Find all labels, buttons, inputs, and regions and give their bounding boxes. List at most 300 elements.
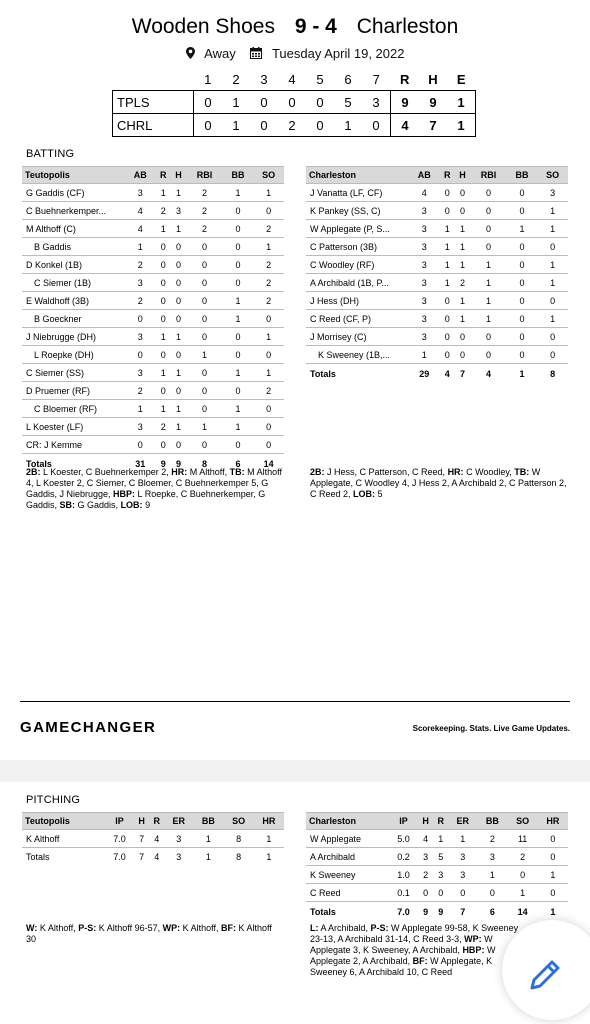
inning-runs: 1 <box>222 91 250 114</box>
stat-value: 0 <box>156 436 171 454</box>
stat-value: 7 <box>134 848 149 866</box>
stat-value: 3 <box>164 830 193 848</box>
stat-value: 0 <box>156 238 171 256</box>
pencil-icon <box>528 958 562 992</box>
stat-value: 0 <box>171 274 186 292</box>
stat-value: 1 <box>253 238 284 256</box>
inning-header: 6 <box>344 71 352 87</box>
stat-value: 3 <box>164 848 193 866</box>
player-row <box>22 238 284 256</box>
stat-value: 0 <box>253 346 284 364</box>
total-value: 9 <box>418 902 433 922</box>
note-key: BF: <box>412 956 428 966</box>
stat-value: 1 <box>223 310 254 328</box>
total-value: 1 <box>538 902 568 922</box>
stat-column-header: SO <box>508 813 538 830</box>
stat-value: 0 <box>171 256 186 274</box>
inning-runs: 0 <box>306 91 334 114</box>
stat-value: 0 <box>507 202 538 220</box>
stat-value: 2 <box>156 202 171 220</box>
stat-value: 2 <box>125 256 156 274</box>
stat-value: 2 <box>253 292 284 310</box>
stat-value: 0 <box>537 328 568 346</box>
player-name: G Gaddis (CF) <box>22 184 125 202</box>
hits-header: H <box>428 71 438 87</box>
player-row <box>22 418 284 436</box>
stat-value: 1 <box>171 220 186 238</box>
stat-value: 1 <box>448 830 477 848</box>
player-name: C Bloemer (RF) <box>22 400 125 418</box>
stat-value: 0 <box>223 328 254 346</box>
total-hits: 9 <box>419 91 447 114</box>
note-key: SB: <box>59 500 76 510</box>
stat-value: 1 <box>470 274 507 292</box>
stat-value: 1 <box>537 274 568 292</box>
team-name-header: Charleston <box>306 167 409 184</box>
away-batting-table <box>22 166 284 473</box>
batting-section-label: BATTING <box>26 148 75 160</box>
stat-value: 0 <box>223 220 254 238</box>
player-name: J Niebrugge (DH) <box>22 328 125 346</box>
calendar-icon <box>250 46 266 61</box>
inning-runs: 0 <box>306 114 334 137</box>
pitching-section-label: PITCHING <box>26 794 81 806</box>
stat-value: 0 <box>171 346 186 364</box>
game-date: Tuesday April 19, 2022 <box>271 46 405 61</box>
note-key: LOB: <box>353 489 376 499</box>
total-value: 4 <box>440 364 455 384</box>
total-value: 6 <box>223 454 254 474</box>
stat-value: 0 <box>223 274 254 292</box>
stat-value: 1 <box>223 418 254 436</box>
stat-value: 0 <box>186 400 223 418</box>
player-name: D Konkel (1B) <box>22 256 125 274</box>
note-value: J Hess, C Patterson, C Reed, <box>324 467 448 477</box>
player-row <box>306 830 568 848</box>
player-name: K Pankey (SS, C) <box>306 202 409 220</box>
total-value: 7.0 <box>389 902 418 922</box>
stat-value: 0 <box>507 274 538 292</box>
stat-value: 0.1 <box>389 884 418 902</box>
away-team-name: Wooden Shoes <box>131 15 275 38</box>
stat-value: 3 <box>409 310 440 328</box>
total-value: 14 <box>253 454 284 474</box>
home-pitching-table <box>306 812 568 921</box>
stat-value: 0 <box>455 346 470 364</box>
player-name: B Gaddis <box>22 238 125 256</box>
stat-value: 0 <box>186 292 223 310</box>
stat-value: 0 <box>156 310 171 328</box>
stat-value: 1 <box>253 328 284 346</box>
stat-value: 3 <box>418 848 433 866</box>
line-score-table <box>112 68 476 137</box>
stat-value: 0 <box>223 256 254 274</box>
stat-value: 0 <box>418 884 433 902</box>
player-row <box>306 256 568 274</box>
stat-value: 5.0 <box>389 830 418 848</box>
player-name: CR: J Kemme <box>22 436 125 454</box>
stat-column-header: AB <box>409 167 440 184</box>
errors-header: E <box>456 71 466 87</box>
stat-value: 3 <box>409 238 440 256</box>
stat-value: 4 <box>418 830 433 848</box>
line-score-row <box>113 114 476 137</box>
stat-value: 0 <box>186 274 223 292</box>
note-key: HR: <box>447 467 464 477</box>
stat-value: 1 <box>186 346 223 364</box>
stat-value: 0 <box>171 382 186 400</box>
stat-column-header: IP <box>389 813 418 830</box>
stat-value: 0.2 <box>389 848 418 866</box>
stat-value: 1 <box>455 220 470 238</box>
stat-column-header: H <box>455 167 470 184</box>
player-name: C Siemer (1B) <box>22 274 125 292</box>
player-row <box>306 274 568 292</box>
stat-column-header: R <box>149 813 164 830</box>
player-name: C Woodley (RF) <box>306 256 409 274</box>
total-value: 9 <box>171 454 186 474</box>
note-value: K Althoff, <box>37 923 79 933</box>
stat-value: 4 <box>125 220 156 238</box>
totals-row <box>306 364 568 384</box>
player-name: E Waldhoff (3B) <box>22 292 125 310</box>
note-value: M Althoff 4, L Koester 2, C Siemer, C Bloemer, C Buehnerkemper 5, G Gaddis, J Niebrugge, <box>26 467 282 499</box>
total-value: 9 <box>156 454 171 474</box>
stat-value: 1 <box>477 866 507 884</box>
stat-value: 8 <box>224 848 254 866</box>
inning-header: 7 <box>372 71 380 87</box>
note-value: 5 <box>375 489 383 499</box>
stat-value: 1 <box>193 848 223 866</box>
stat-column-header: BB <box>223 167 254 184</box>
player-name: W Applegate <box>306 830 389 848</box>
stat-value: 2 <box>186 184 223 202</box>
gamechanger-logo: GAMECHANGER <box>20 719 157 736</box>
stat-value: 0 <box>156 346 171 364</box>
stat-value: 0 <box>470 220 507 238</box>
stat-value: 2 <box>186 220 223 238</box>
player-name: J Morrisey (C) <box>306 328 409 346</box>
stat-value: 0 <box>507 256 538 274</box>
stat-value: 0 <box>508 866 538 884</box>
home-batting-table <box>306 166 568 383</box>
home-batting-notes <box>310 467 568 500</box>
player-name: K Sweeney <box>306 866 389 884</box>
player-row <box>306 866 568 884</box>
stat-value: 7.0 <box>105 848 134 866</box>
stat-column-header: BB <box>477 813 507 830</box>
player-row <box>306 184 568 202</box>
stat-value: 0 <box>156 256 171 274</box>
stat-value: 4 <box>149 830 164 848</box>
location-label: Away <box>204 46 236 61</box>
note-key: HR: <box>171 467 188 477</box>
table-header-row <box>306 167 568 184</box>
stat-value: 4 <box>409 184 440 202</box>
stat-value: 1 <box>253 184 284 202</box>
stat-value: 0 <box>538 848 568 866</box>
note-value: G Gaddis, <box>75 500 121 510</box>
stat-value: 0 <box>253 418 284 436</box>
player-name: C Buehnerkemper... <box>22 202 125 220</box>
stat-value: 1 <box>537 220 568 238</box>
team-name-header: Charleston <box>306 813 389 830</box>
stat-value: 1 <box>156 328 171 346</box>
stat-value: 0 <box>253 436 284 454</box>
stat-value: 1 <box>171 184 186 202</box>
note-key: P-S: <box>370 923 389 933</box>
stat-value: 0 <box>537 346 568 364</box>
player-name: L Roepke (DH) <box>22 346 125 364</box>
player-row <box>22 436 284 454</box>
stat-column-header: BB <box>193 813 223 830</box>
stat-value: 1 <box>440 274 455 292</box>
total-runs: 4 <box>391 114 420 137</box>
stat-value: 1 <box>537 310 568 328</box>
inning-runs: 1 <box>222 114 250 137</box>
player-row <box>306 220 568 238</box>
stat-value: 7 <box>134 830 149 848</box>
stat-value: 0 <box>125 310 156 328</box>
stat-value: 7.0 <box>105 830 134 848</box>
player-row <box>22 292 284 310</box>
stat-value: 2 <box>418 866 433 884</box>
stat-value: 0 <box>507 184 538 202</box>
stat-value: 3 <box>537 184 568 202</box>
player-row <box>306 310 568 328</box>
stat-value: 3 <box>171 202 186 220</box>
stat-value: 3 <box>409 274 440 292</box>
line-score-row <box>113 91 476 114</box>
stat-value: 0 <box>171 238 186 256</box>
team-abbr: TPLS <box>113 91 194 114</box>
stat-value: 1 <box>440 256 455 274</box>
stat-value: 1 <box>409 346 440 364</box>
total-value: 8 <box>186 454 223 474</box>
inning-header: 2 <box>232 71 240 87</box>
note-value: L Roepke, C Buehnerkemper, G Gaddis, <box>26 489 266 510</box>
stat-value: 1 <box>254 830 284 848</box>
player-row <box>22 848 284 866</box>
stat-value: 1 <box>470 310 507 328</box>
stat-value: 4 <box>149 848 164 866</box>
stat-value: 2 <box>253 256 284 274</box>
stat-value: 0 <box>470 346 507 364</box>
player-name: W Applegate (P, S... <box>306 220 409 238</box>
inning-runs: 3 <box>362 91 391 114</box>
note-key: W: <box>26 923 38 933</box>
total-value: 7 <box>455 364 470 384</box>
home-pitching-notes <box>310 923 520 978</box>
player-row <box>22 220 284 238</box>
stat-value: 0 <box>470 328 507 346</box>
player-row <box>306 238 568 256</box>
player-row <box>22 184 284 202</box>
inning-runs: 0 <box>362 114 391 137</box>
stat-value: 0 <box>186 382 223 400</box>
inning-header: 3 <box>260 71 268 87</box>
player-name: K Althoff <box>22 830 105 848</box>
stat-value: 0 <box>538 884 568 902</box>
stat-column-header: IP <box>105 813 134 830</box>
player-name: C Reed (CF, P) <box>306 310 409 328</box>
totals-row <box>306 902 568 922</box>
stat-value: 1 <box>537 202 568 220</box>
note-key: BF: <box>220 923 236 933</box>
team-name-header: Teutopolis <box>22 813 105 830</box>
stat-value: 0 <box>537 292 568 310</box>
stat-value: 0 <box>470 238 507 256</box>
total-value: 8 <box>537 364 568 384</box>
stat-value: 3 <box>125 328 156 346</box>
stat-value: 1 <box>125 238 156 256</box>
stat-value: 0 <box>186 256 223 274</box>
total-value: 1 <box>507 364 538 384</box>
note-value: K Althoff 96-57, <box>96 923 163 933</box>
stat-value: 5 <box>433 848 448 866</box>
stat-value: 1 <box>223 400 254 418</box>
stat-value: 0 <box>223 436 254 454</box>
stat-value: 0 <box>223 382 254 400</box>
stat-value: 1 <box>508 884 538 902</box>
stat-value: 3 <box>125 184 156 202</box>
total-value: 4 <box>470 364 507 384</box>
stat-value: 1 <box>171 328 186 346</box>
stat-value: 0 <box>156 382 171 400</box>
player-row <box>306 848 568 866</box>
note-value: 9 <box>142 500 151 510</box>
total-errors: 1 <box>447 114 476 137</box>
stat-value: 1 <box>537 256 568 274</box>
game-info <box>0 46 590 61</box>
note-key: L: <box>310 923 319 933</box>
stat-value: 0 <box>125 346 156 364</box>
stat-column-header: H <box>171 167 186 184</box>
stat-value: 0 <box>440 328 455 346</box>
player-name: D Pruemer (RF) <box>22 382 125 400</box>
stat-value: 1 <box>193 830 223 848</box>
stat-value: 0 <box>253 400 284 418</box>
player-row <box>22 256 284 274</box>
stat-value: 0 <box>440 292 455 310</box>
player-row <box>306 292 568 310</box>
stat-value: 0 <box>440 310 455 328</box>
player-row <box>22 364 284 382</box>
total-value: 31 <box>125 454 156 474</box>
stat-value: 2 <box>253 382 284 400</box>
stat-value: 1 <box>156 220 171 238</box>
stat-column-header: RBI <box>186 167 223 184</box>
game-title <box>0 15 590 39</box>
stat-value: 1 <box>171 400 186 418</box>
stat-value: 0 <box>477 884 507 902</box>
inning-header: 4 <box>288 71 296 87</box>
stat-value: 0 <box>186 310 223 328</box>
inning-runs: 0 <box>194 114 223 137</box>
stat-value: 0 <box>507 310 538 328</box>
stat-value: 1 <box>171 364 186 382</box>
stat-value: 8 <box>224 830 254 848</box>
total-value: 6 <box>477 902 507 922</box>
stat-value: 3 <box>409 256 440 274</box>
stat-column-header: SO <box>537 167 568 184</box>
note-value: W Applegate 3, K Sweeney, A Archibald, <box>310 934 493 955</box>
stat-value: 1 <box>455 292 470 310</box>
stat-value: 1 <box>156 400 171 418</box>
stat-value: 3 <box>477 848 507 866</box>
stat-value: 0 <box>223 238 254 256</box>
player-row <box>22 274 284 292</box>
away-batting-notes <box>26 467 284 511</box>
stat-value: 0 <box>440 184 455 202</box>
player-name: J Hess (DH) <box>306 292 409 310</box>
totals-label: Totals <box>306 364 409 384</box>
inning-runs: 0 <box>250 114 278 137</box>
stat-value: 0 <box>538 830 568 848</box>
stat-value: 2 <box>125 292 156 310</box>
player-name: M Althoff (C) <box>22 220 125 238</box>
note-value: W Applegate 2, A Archibald, <box>310 945 496 966</box>
stat-value: 1 <box>125 400 156 418</box>
stat-value: 0 <box>507 328 538 346</box>
stat-column-header: R <box>433 813 448 830</box>
team-abbr: CHRL <box>113 114 194 137</box>
stat-column-header: AB <box>125 167 156 184</box>
stat-column-header: BB <box>507 167 538 184</box>
stat-value: 1 <box>455 310 470 328</box>
player-name: B Goeckner <box>22 310 125 328</box>
note-key: P-S: <box>78 923 97 933</box>
stat-value: 0 <box>455 328 470 346</box>
inning-runs: 0 <box>250 91 278 114</box>
edit-button[interactable] <box>502 920 590 1020</box>
total-errors: 1 <box>447 91 476 114</box>
total-value: 7 <box>448 902 477 922</box>
stat-value: 4 <box>125 202 156 220</box>
stat-value: 0 <box>186 364 223 382</box>
note-value: M Althoff, <box>187 467 230 477</box>
player-name: A Archibald <box>306 848 389 866</box>
stat-value: 1 <box>171 418 186 436</box>
note-value: C Woodley, <box>463 467 515 477</box>
stat-value: 0 <box>186 328 223 346</box>
stat-value: 3 <box>409 292 440 310</box>
note-key: WP: <box>464 934 482 944</box>
stat-value: 0 <box>253 202 284 220</box>
stat-value: 0 <box>470 202 507 220</box>
stat-value: 1 <box>253 364 284 382</box>
inning-runs: 2 <box>278 114 306 137</box>
stat-column-header: ER <box>448 813 477 830</box>
player-row <box>22 328 284 346</box>
player-row <box>22 400 284 418</box>
stat-value: 0 <box>537 238 568 256</box>
stat-value: 0 <box>507 238 538 256</box>
table-header-row <box>306 813 568 830</box>
stat-value: 3 <box>125 418 156 436</box>
stat-value: 1 <box>440 238 455 256</box>
player-name: L Koester (LF) <box>22 418 125 436</box>
stat-value: 3 <box>409 220 440 238</box>
player-row <box>22 346 284 364</box>
stat-value: 0 <box>223 202 254 220</box>
stat-value: 2 <box>455 274 470 292</box>
player-row <box>22 830 284 848</box>
stat-value: 3 <box>448 848 477 866</box>
note-value: K Althoff, <box>180 923 221 933</box>
stat-value: 3 <box>409 202 440 220</box>
note-key: 2B: <box>26 467 41 477</box>
